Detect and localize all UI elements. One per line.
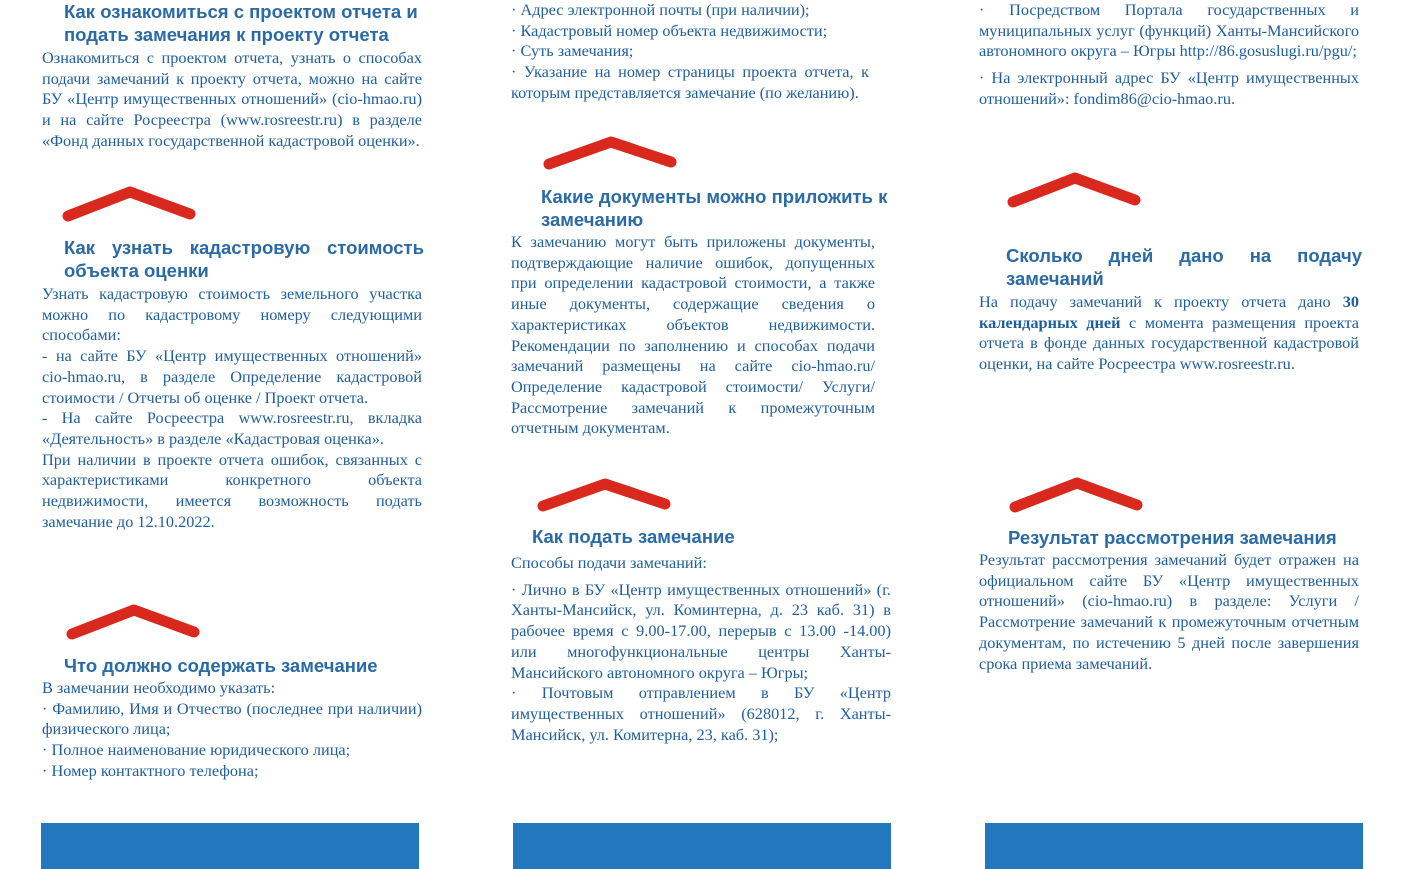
section-heading: Что должно содержать замечание — [64, 655, 378, 676]
section-heading: Как узнать кадастровую стоимость объекта оценки — [64, 237, 424, 281]
list-item: · Кадастровый номер объекта недвижимости; — [511, 20, 828, 40]
section-heading: Результат рассмотрения замечания — [1008, 527, 1337, 548]
chevron-up-icon — [539, 478, 669, 514]
section-how-to-submit — [511, 525, 892, 548]
paragraph: В замечании необходимо указать: — [42, 678, 276, 697]
footer-bar-1 — [41, 823, 419, 869]
list-item: · Почтовым отправлением в БУ «Центр имущественных отношений» (628012, г. Ханты-Мансийск, ул. Комитерна, 23, каб. 31); — [511, 683, 891, 744]
section-body — [42, 678, 422, 782]
section-body — [42, 284, 422, 532]
paragraph: - на сайте БУ «Центр имущественных отношений» cio-hmao.ru, в разделе Определение кадастровой стоимости / Отчеты об оценке / Проект отчета. — [42, 346, 422, 407]
section-attach-docs — [511, 185, 893, 231]
section-comment-contents — [42, 654, 424, 677]
paragraph-text: с момента размещения проекта отчета в фонде данных государственной кадастровой оценки, на сайте Росреестра www.rosreestr.ru. — [979, 312, 1359, 374]
paragraph: Ознакомиться с проектом отчета, узнать о способах подачи замечаний к проекту отчета, можно на сайте БУ «Центр имущественных отношений» (cio-hmao.ru) и на сайте Росреестра (www.rosreestr.ru) в разделе «Фонд данных государственной кадастровой оценки». — [42, 48, 422, 150]
section-body — [979, 550, 1359, 674]
paragraph-text: На подачу замечаний к проекту отчета дано — [979, 292, 1343, 311]
section-body — [979, 0, 1359, 110]
list-item: · На электронный адрес БУ «Центр имущественных отношений»: fondim86@cio-hmao.ru. — [979, 68, 1359, 108]
list-item: · Фамилию, Имя и Отчество (последнее при наличии) физического лица; — [42, 698, 422, 739]
section-review-result — [979, 526, 1362, 549]
section-body — [511, 232, 875, 439]
paragraph: - На сайте Росреестра www.rosreestr.ru, вкладка «Деятельность» в разделе «Кадастровая оценка». — [42, 408, 422, 448]
chevron-up-icon — [68, 604, 198, 640]
chevron-up-icon — [545, 136, 675, 172]
chevron-up-icon — [1011, 477, 1141, 513]
list-item: · Лично в БУ «Центр имущественных отношений» (г. Ханты-Мансийск, ул. Коминтерна, д. 23 каб. 31) в рабочее время с 9.00-17.00, перерыв с 13.00 -14.00) или многофункциональные центры Ханты-Мансийского автономного округа – Югры; — [511, 579, 891, 682]
section-heading: Какие документы можно приложить к замечанию — [541, 186, 888, 230]
list-item: · Номер контактного телефона; — [42, 760, 259, 780]
section-body — [511, 553, 891, 745]
paragraph: Узнать кадастровую стоимость земельного участка можно по кадастровому номеру следующими способами: — [42, 284, 422, 345]
highlight-days: 30 календарных дней — [979, 292, 1359, 332]
footer-bar-3 — [985, 823, 1363, 869]
list-item: · Полное наименование юридического лица; — [42, 740, 351, 760]
section-review-project — [42, 0, 424, 46]
section-heading: Сколько дней дано на подачу замечаний — [1006, 245, 1362, 289]
paragraph: При наличии в проекте отчета ошибок, связанных с характеристиками конкретного объекта недвижимости, имеется возможность подать замечание до 12.10.2022. — [42, 449, 422, 531]
section-heading: Как ознакомиться с проектом отчета и подать замечания к проекту отчета — [64, 1, 418, 45]
list-item: · Указание на номер страницы проекта отчета, к которым представляется замечание (по желанию). — [511, 62, 869, 102]
section-cadastral-value — [42, 236, 424, 282]
paragraph: Результат рассмотрения замечаний будет отражен на официальном сайте БУ «Центр имущественных отношений» (cio-hmao.ru) в разделе: Услуги / Рассмотрение замечаний к промежуточным отчетным документам, по истечению 5 дней после завершения срока приема замечаний. — [979, 550, 1359, 673]
section-body — [42, 48, 422, 152]
list-item: · Адрес электронной почты (при наличии); — [511, 0, 810, 19]
section-body — [511, 0, 891, 104]
list-item: · Суть замечания; — [511, 41, 634, 61]
section-body — [979, 292, 1359, 375]
list-item: · Посредством Портала государственных и муниципальных услуг (функций) Ханты-Мансийского автономного округа – Югры http://86.gosuslugi.ru/pgu/; — [979, 0, 1359, 61]
paragraph: К замечанию могут быть приложены документы, подтверждающие наличие ошибок, допущенных при определении кадастровой стоимости, а также иные документы, содержащие сведения о характеристиках объектов недвижимости. Рекомендации по заполнению и способах подачи замечаний размещены на сайте cio-hmao.ru/ Определение кадастровой стоимости/ Услуги/ Рассмотрение замечаний к промежуточным отчетным документам. — [511, 232, 875, 438]
paragraph: Способы подачи замечаний: — [511, 553, 707, 572]
paragraph — [979, 292, 1359, 375]
chevron-up-icon — [64, 186, 194, 222]
section-days-allowed — [979, 244, 1362, 290]
footer-bar-2 — [513, 823, 891, 869]
chevron-up-icon — [1009, 172, 1139, 208]
section-heading: Как подать замечание — [532, 526, 735, 547]
